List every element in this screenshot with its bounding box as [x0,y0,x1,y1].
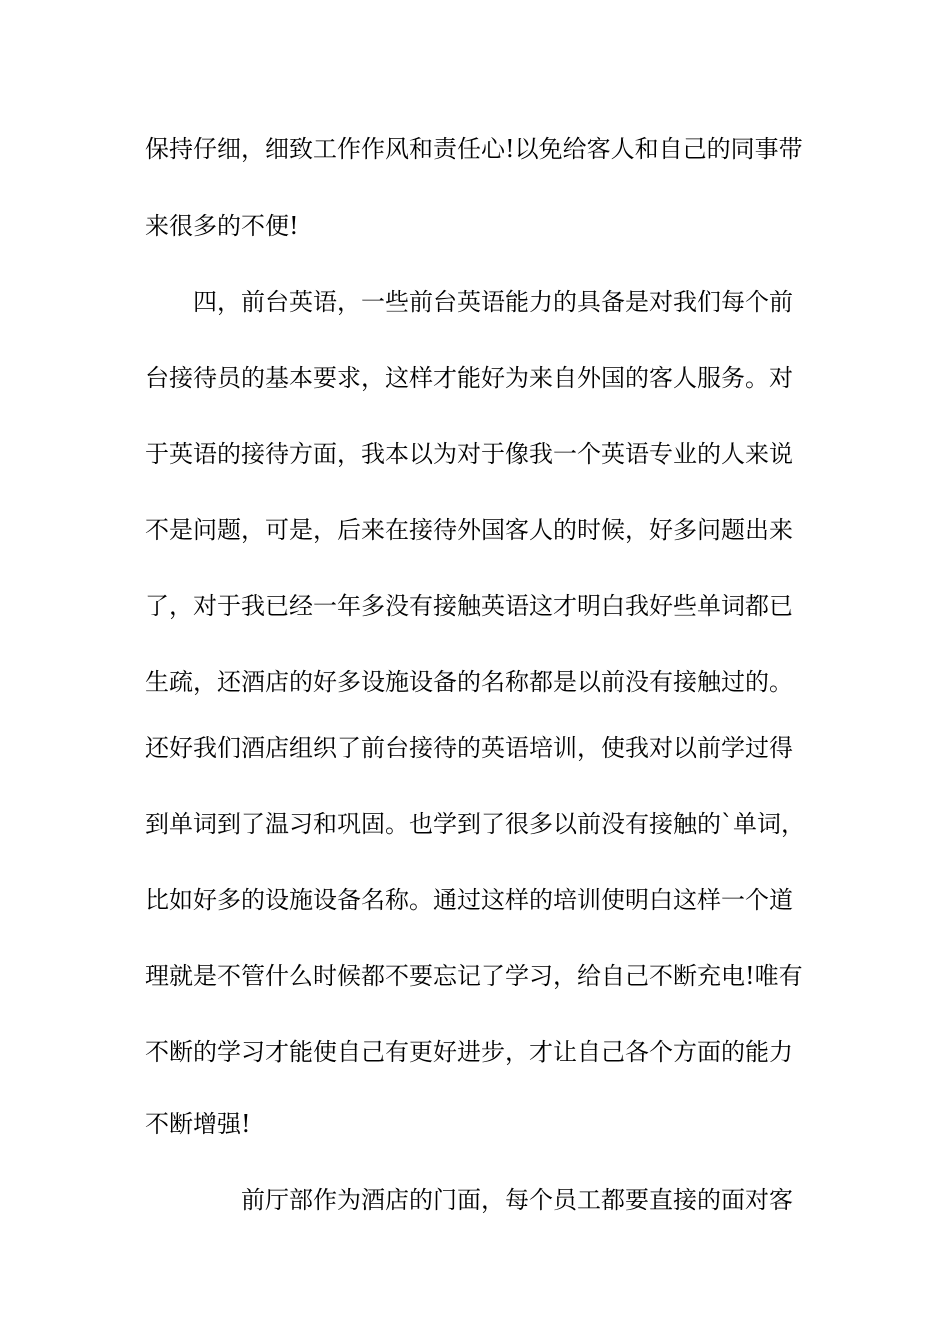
paragraph-start-line: 前厅部作为酒店的门面，每个员工都要直接的面对客 [241,1186,793,1214]
text-line: 了，对于我已经一年多没有接触英语这才明白我好些单词都已 [145,592,793,620]
text-line: 不断的学习才能使自己有更好进步，才让自己各个方面的能力 [145,1038,793,1066]
text-line: 来很多的不便! [145,212,299,240]
text-line: 于英语的接待方面，我本以为对于像我一个英语专业的人来说 [145,440,793,468]
text-line: 台接待员的基本要求，这样才能好为来自外国的客人服务。对 [145,364,793,392]
text-line: 生疏，还酒店的好多设施设备的名称都是以前没有接触过的。 [145,668,793,696]
text-line: 理就是不管什么时候都不要忘记了学习，给自己不断充电!唯有 [145,962,803,990]
text-line: 保持仔细，细致工作作风和责任心!以免给客人和自己的同事带 [145,135,803,163]
paragraph-start-line: 四，前台英语，一些前台英语能力的具备是对我们每个前 [193,288,793,316]
text-line: 到单词到了温习和巩固。也学到了很多以前没有接触的`单词， [145,810,805,838]
text-line: 不断增强! [145,1110,251,1138]
text-line: 比如好多的设施设备名称。通过这样的培训使明白这样一个道 [145,886,793,914]
text-line: 不是问题，可是，后来在接待外国客人的时候，好多问题出来 [145,516,793,544]
text-line: 还好我们酒店组织了前台接待的英语培训，使我对以前学过得 [145,734,793,762]
